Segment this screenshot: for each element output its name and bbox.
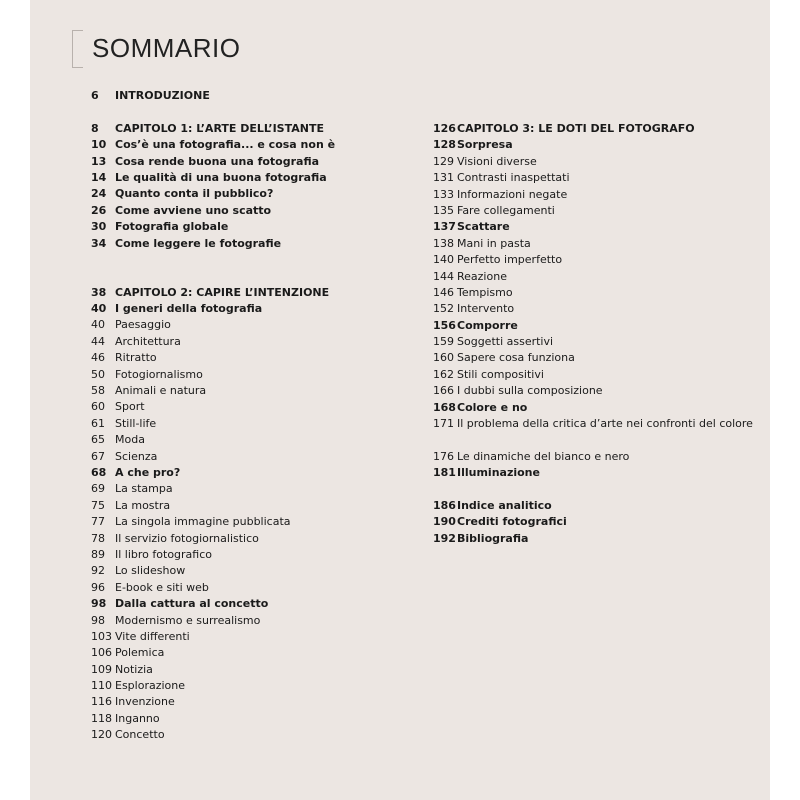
toc-entry-page-number: 133 <box>433 187 454 201</box>
toc-entry <box>91 580 411 596</box>
toc-entry-title: Concetto <box>115 728 165 742</box>
toc-entry-title: Polemica <box>115 646 165 660</box>
toc-entry-page-number: 92 <box>91 564 105 578</box>
toc-entry-page-number: 162 <box>433 367 454 381</box>
toc-entry-page-number: 128 <box>433 138 456 152</box>
toc-entry-title: Il servizio fotogiornalistico <box>115 531 259 545</box>
toc-entry <box>433 154 753 170</box>
toc-entry-page-number: 10 <box>91 138 107 152</box>
toc-entry-title: Il libro fotografico <box>115 547 212 561</box>
toc-entry-page-number: 34 <box>91 236 107 250</box>
toc-right-column <box>433 121 753 547</box>
toc-entry <box>91 531 411 547</box>
toc-entry <box>433 449 753 465</box>
toc-entry-page-number: 192 <box>433 531 456 545</box>
toc-entry <box>433 531 753 547</box>
toc-entry-page-number: 106 <box>91 646 112 660</box>
toc-entry-page-number: 60 <box>91 400 105 414</box>
toc-entry-title: Notizia <box>115 662 153 676</box>
toc-entry-title: Perfetto imperfetto <box>457 253 563 267</box>
toc-entry-page-number: 190 <box>433 515 456 529</box>
toc-entry-title: La stampa <box>115 482 173 496</box>
toc-entry <box>91 203 411 219</box>
toc-entry-page-number: 159 <box>433 335 454 349</box>
toc-entry-page-number: 146 <box>433 285 454 299</box>
toc-entry-page-number: 24 <box>91 187 107 201</box>
toc-entry <box>91 563 411 579</box>
toc-entry-page-number: 152 <box>433 302 454 316</box>
toc-entry-title: Bibliografia <box>457 531 529 545</box>
toc-entry <box>91 613 411 629</box>
toc-entry-page-number: 96 <box>91 580 105 594</box>
toc-page <box>30 0 770 800</box>
toc-entry-title: I generi della fotografia <box>115 302 263 316</box>
toc-entry-title: Scienza <box>115 449 158 463</box>
toc-entry-page-number: 140 <box>433 253 454 267</box>
toc-entry-page-number: 68 <box>91 466 107 479</box>
toc-entry-page-number: 103 <box>91 629 112 643</box>
toc-entry-title: Le qualità di una buona fotografia <box>115 170 327 184</box>
toc-entry-title: Architettura <box>115 334 181 348</box>
toc-entry-page-number: 75 <box>91 498 105 512</box>
toc-entry <box>433 367 753 383</box>
toc-entry-page-number: 30 <box>91 220 107 234</box>
toc-entry-page-number: 144 <box>433 269 454 283</box>
toc-entry-page-number: 89 <box>91 547 105 561</box>
toc-entry-title: Fare collegamenti <box>457 203 555 217</box>
toc-entry <box>91 334 411 350</box>
toc-entry-page-number: 26 <box>91 203 107 217</box>
toc-entry-page-number: 116 <box>91 695 112 709</box>
toc-entry-title: E-book e siti web <box>115 580 209 594</box>
toc-entry-title: Il problema della critica d’arte nei confronti del colore <box>457 417 753 431</box>
toc-entry-title: Fotografia globale <box>115 220 229 234</box>
toc-entry-page-number: 120 <box>91 728 112 742</box>
toc-entry-title: La singola immagine pubblicata <box>115 515 291 529</box>
title-bracket-decoration <box>72 30 83 68</box>
toc-entry-title: A che pro? <box>115 466 181 479</box>
toc-entry-page-number: 46 <box>91 351 105 365</box>
toc-entry <box>91 711 411 727</box>
toc-entry <box>433 203 753 219</box>
toc-entry <box>91 596 411 612</box>
toc-entry <box>433 285 753 301</box>
toc-entry <box>91 121 411 137</box>
toc-entry <box>91 694 411 710</box>
toc-entry <box>91 219 411 235</box>
toc-entry <box>91 514 411 530</box>
toc-entry <box>91 547 411 563</box>
toc-entry-title: Come leggere le fotografie <box>115 236 282 250</box>
toc-entry-page-number: 186 <box>433 499 456 512</box>
toc-entry-page-number: 6 <box>91 89 99 102</box>
toc-entry-page-number: 40 <box>91 302 107 316</box>
toc-entry-title: Dalla cattura al concetto <box>115 597 269 611</box>
toc-entry-page-number: 137 <box>433 220 456 234</box>
toc-entry-title: Soggetti assertivi <box>457 335 554 349</box>
toc-entry-title: Stili compositivi <box>457 367 544 381</box>
toc-entry <box>433 318 753 334</box>
toc-entry-page-number: 98 <box>91 613 105 627</box>
toc-entry <box>91 481 411 497</box>
toc-entry-page-number: 38 <box>91 285 107 299</box>
toc-entry-page-number: 166 <box>433 384 454 398</box>
toc-entry-title: Contrasti inaspettati <box>457 171 570 185</box>
toc-entry-page-number: 44 <box>91 334 105 348</box>
toc-entry <box>433 498 753 514</box>
toc-entry <box>433 416 753 449</box>
toc-entry-page-number: 67 <box>91 449 105 463</box>
toc-entry <box>433 514 753 530</box>
toc-entry-title: Reazione <box>457 269 507 283</box>
toc-entry-page-number: 50 <box>91 367 105 381</box>
toc-entry-page-number: 135 <box>433 203 454 217</box>
toc-entry-page-number: 78 <box>91 531 105 545</box>
toc-entry <box>91 88 411 104</box>
toc-entry <box>433 252 753 268</box>
toc-entry <box>433 269 753 285</box>
toc-entry <box>433 383 753 399</box>
toc-entry <box>91 662 411 678</box>
toc-entry <box>91 399 411 415</box>
toc-entry-page-number: 109 <box>91 662 112 676</box>
toc-entry-title: Visioni diverse <box>457 154 537 168</box>
toc-entry-page-number: 40 <box>91 318 105 332</box>
toc-entry-page-number: 8 <box>91 121 99 135</box>
toc-entry-page-number: 65 <box>91 433 105 447</box>
toc-entry <box>91 727 411 743</box>
toc-entry-title: Illuminazione <box>457 466 540 480</box>
toc-entry-page-number: 61 <box>91 416 105 430</box>
toc-entry-title: Le dinamiche del bianco e nero <box>457 449 630 463</box>
toc-entry-page-number: 126 <box>433 122 456 135</box>
toc-entry <box>91 170 411 186</box>
toc-entry <box>433 465 753 481</box>
toc-entry-title: Sapere cosa funziona <box>457 351 575 365</box>
toc-entry-title: INTRODUZIONE <box>115 89 210 102</box>
toc-entry-title: Intervento <box>457 302 515 316</box>
toc-entry <box>91 498 411 514</box>
toc-entry-title: Cos’è una fotografia... e cosa non è <box>115 138 336 152</box>
toc-entry-title: Sorpresa <box>457 138 513 152</box>
toc-entry-title: Moda <box>115 433 145 447</box>
toc-entry-title: CAPITOLO 2: CAPIRE L’INTENZIONE <box>115 285 330 299</box>
toc-entry-title: Animali e natura <box>115 384 207 398</box>
toc-entry <box>91 186 411 202</box>
toc-entry-title: Invenzione <box>115 695 175 709</box>
toc-entry-page-number: 171 <box>433 417 454 431</box>
toc-entry-title: La mostra <box>115 498 171 512</box>
toc-entry-page-number: 77 <box>91 515 105 529</box>
toc-entry <box>91 645 411 661</box>
toc-entry-page-number: 156 <box>433 318 456 332</box>
toc-entry-title: Scattare <box>457 220 510 234</box>
toc-entry-title: Mani in pasta <box>457 236 531 250</box>
toc-entry <box>433 334 753 350</box>
toc-entry-title: Fotogiornalismo <box>115 367 203 381</box>
toc-entry-title: Vite differenti <box>115 629 190 643</box>
toc-entry-page-number: 13 <box>91 154 107 168</box>
toc-entry <box>91 629 411 645</box>
toc-entry <box>91 285 411 301</box>
toc-entry <box>91 432 411 448</box>
toc-entry-title: Still-life <box>115 416 157 430</box>
toc-entry <box>433 121 753 137</box>
toc-entry-title: Inganno <box>115 711 160 725</box>
toc-entry-title: Informazioni negate <box>457 187 568 201</box>
toc-entry-title: Quanto conta il pubblico? <box>115 187 274 201</box>
toc-entry <box>91 154 411 170</box>
toc-entry <box>433 236 753 252</box>
toc-entry-page-number: 129 <box>433 154 454 168</box>
toc-entry-title: Esplorazione <box>115 679 186 693</box>
toc-entry <box>91 383 411 399</box>
toc-entry <box>433 137 753 153</box>
toc-entry-title: Tempismo <box>457 285 513 299</box>
toc-entry <box>433 400 753 416</box>
toc-entry-page-number: 181 <box>433 466 456 480</box>
toc-entry-title: Colore e no <box>457 400 528 414</box>
toc-entry <box>91 236 411 252</box>
toc-entry-page-number: 131 <box>433 171 454 185</box>
toc-entry-page-number: 110 <box>91 679 112 693</box>
toc-entry <box>91 350 411 366</box>
toc-entry-page-number: 168 <box>433 400 456 414</box>
toc-entry-page-number: 58 <box>91 384 105 398</box>
toc-entry-title: Ritratto <box>115 351 157 365</box>
toc-entry-page-number: 69 <box>91 482 105 496</box>
toc-entry <box>433 350 753 366</box>
toc-entry-title: Crediti fotografici <box>457 515 567 529</box>
toc-entry <box>433 219 753 235</box>
toc-entry-page-number: 176 <box>433 449 454 463</box>
toc-entry-page-number: 98 <box>91 597 107 611</box>
toc-entry <box>91 465 411 481</box>
toc-entry-title: Sport <box>115 400 145 414</box>
toc-entry <box>91 416 411 432</box>
toc-entry-title: Modernismo e surrealismo <box>115 613 261 627</box>
toc-entry <box>91 137 411 153</box>
toc-entry-title: CAPITOLO 3: LE DOTI DEL FOTOGRAFO <box>457 122 695 135</box>
toc-entry-page-number: 118 <box>91 711 112 725</box>
toc-entry-title: CAPITOLO 1: L’ARTE DELL’ISTANTE <box>115 121 324 135</box>
toc-entry-title: Comporre <box>457 318 518 332</box>
toc-entry-page-number: 14 <box>91 170 107 184</box>
toc-entry-title: I dubbi sulla composizione <box>457 384 603 398</box>
toc-entry-title: Cosa rende buona una fotografia <box>115 154 320 168</box>
toc-entry <box>91 301 411 317</box>
toc-entry <box>433 187 753 203</box>
toc-entry <box>91 367 411 383</box>
toc-entry-title: Indice analitico <box>457 499 552 512</box>
toc-entry-title: Paesaggio <box>115 318 171 332</box>
toc-entry <box>433 170 753 186</box>
page-title: SOMMARIO <box>92 33 241 63</box>
toc-entry <box>91 317 411 333</box>
toc-left-column <box>91 88 411 744</box>
toc-entry-title: Come avviene uno scatto <box>115 203 272 217</box>
toc-entry-page-number: 160 <box>433 351 454 365</box>
toc-entry <box>91 678 411 694</box>
toc-entry-page-number: 138 <box>433 236 454 250</box>
toc-entry <box>91 449 411 465</box>
toc-entry-title: Lo slideshow <box>115 564 186 578</box>
toc-entry <box>433 301 753 317</box>
